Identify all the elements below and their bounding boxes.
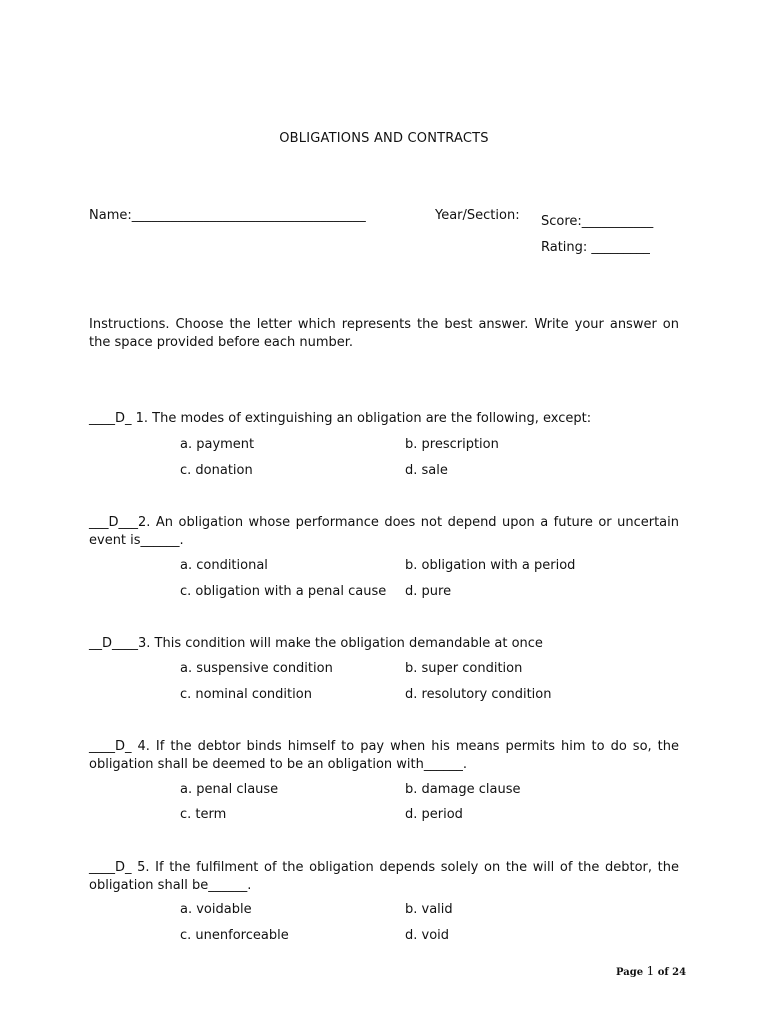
question-1-choice-b: b. prescription <box>405 437 499 452</box>
question-1-choice-d: d. sale <box>405 463 448 478</box>
rating-field: Rating: _________ <box>541 240 650 255</box>
question-3-choice-a: a. suspensive condition <box>180 661 333 676</box>
question-4-choice-b: b. damage clause <box>405 782 521 797</box>
page-label: Page <box>616 967 647 978</box>
question-1-choice-c: c. donation <box>180 463 253 478</box>
question-3-choice-b: b. super condition <box>405 661 523 676</box>
question-1-stem: ____D_ 1. The modes of extinguishing an obligation are the following, except: <box>89 411 592 426</box>
name-field: Name:____________________________________ <box>89 208 366 223</box>
question-5-stem: ____D_ 5. If the fulfilment of the obligation depends solely on the will of the debtor, the obligation shall be______. <box>89 860 679 893</box>
question-2-choice-a: a. conditional <box>180 558 268 573</box>
question-3-stem: __D____3. This condition will make the obligation demandable at once <box>89 636 543 651</box>
question-2-choice-d: d. pure <box>405 584 452 599</box>
question-5-choice-c: c. unenforceable <box>180 928 289 943</box>
question-4-stem: ____D_ 4. If the debtor binds himself to pay when his means permits him to do so, the obligation shall be deemed to be an obligation with______. <box>89 739 679 772</box>
question-2-stem: ___D___2. An obligation whose performance does not depend upon a future or uncertain event is______. <box>89 515 679 548</box>
page-title: OBLIGATIONS AND CONTRACTS <box>279 131 489 146</box>
question-2-choice-c: c. obligation with a penal cause <box>180 584 387 599</box>
page-total-label: of 24 <box>654 967 687 978</box>
page-number: 1 <box>646 964 655 978</box>
score-field: Score:___________ <box>541 214 654 229</box>
question-4-choice-c: c. term <box>180 807 227 822</box>
year-section-field: Year/Section: <box>435 208 520 223</box>
question-2-choice-b: b. obligation with a period <box>405 558 576 573</box>
question-3-choice-c: c. nominal condition <box>180 687 312 702</box>
page-footer <box>616 962 686 982</box>
instructions: Instructions. Choose the letter which represents the best answer. Write your answer on the space provided before each number. <box>89 317 679 350</box>
question-4-choice-a: a. penal clause <box>180 782 279 797</box>
question-3-choice-d: d. resolutory condition <box>405 687 552 702</box>
question-4-choice-d: d. period <box>405 807 463 822</box>
question-5-choice-a: a. voidable <box>180 902 252 917</box>
question-1-choice-a: a. payment <box>180 437 255 452</box>
question-5-choice-d: d. void <box>405 928 450 943</box>
question-5-choice-b: b. valid <box>405 902 453 917</box>
